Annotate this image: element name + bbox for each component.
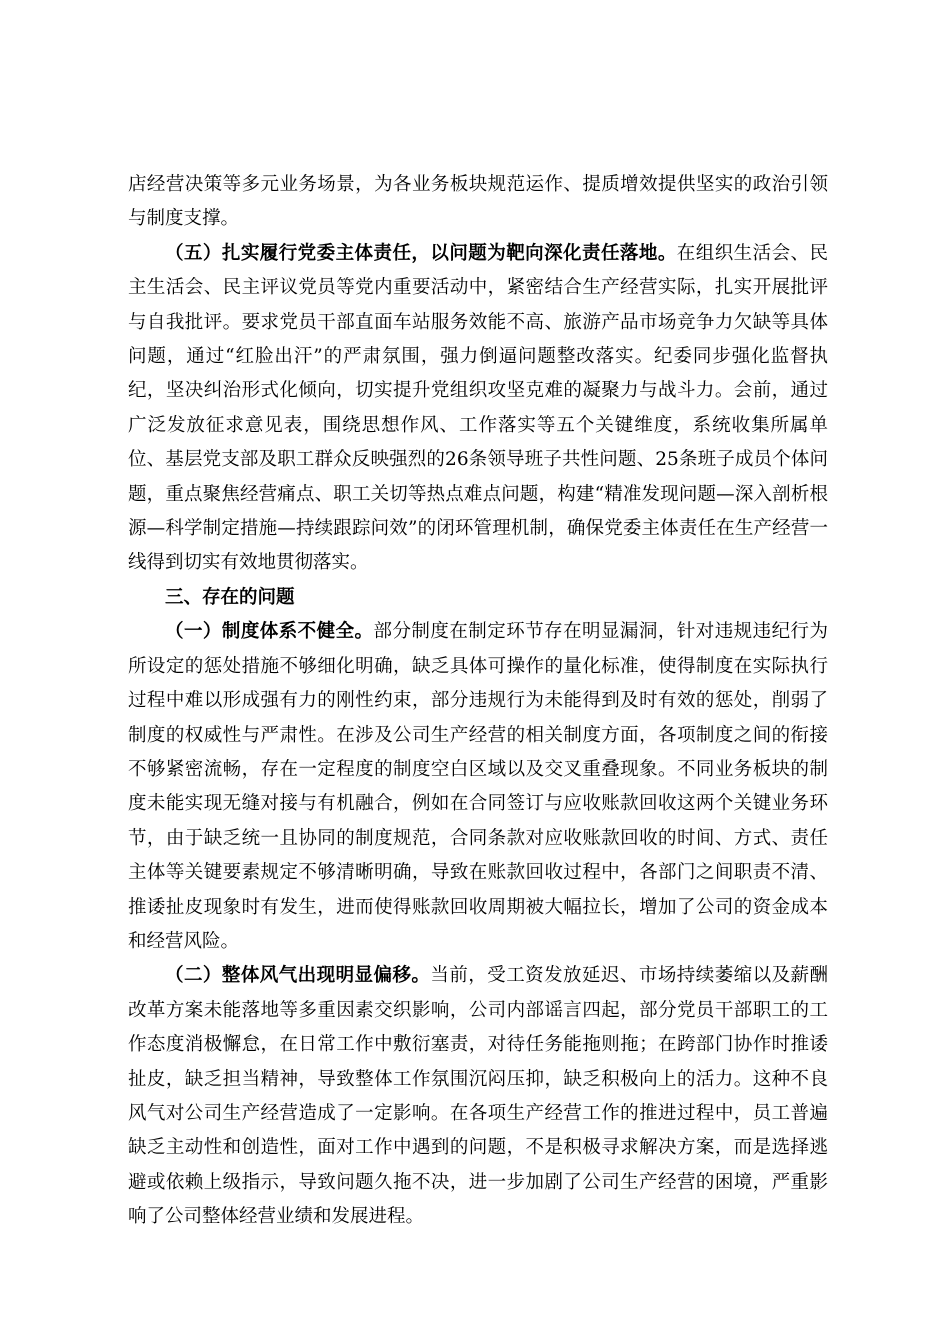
paragraph-item-two — [128, 959, 828, 1234]
paragraph-two-lead: （二）整体风气出现明显偏移。 — [165, 965, 431, 987]
paragraph-one-body: 部分制度在制定环节存在明显漏洞，针对违规违纪行为所设定的惩处措施不够细化明确，缺乏具体可操作的量化标准，使得制度在实际执行过程中难以形成强有力的刚性约束，部分违规行为未能得到及时有效的惩处，削弱了制度的权威性与严肃性。在涉及公司生产经营的相关制度方面，各项制度之间的衔接不够紧密流畅，存在一定程度的制度空白区域以及交叉重叠现象。不同业务板块的制度未能实现无缝对接与有机融合，例如在合同签订与应收账款回收这两个关键业务环节，由于缺乏统一且协同的制度规范，合同条款对应收账款回收的时间、方式、责任主体等关键要素规定不够清晰明确，导致在账款回收过程中，各部门之间职责不清、推诿扯皮现象时有发生，进而使得账款回收周期被大幅拉长，增加了公司的资金成本和经营风险。 — [128, 621, 828, 952]
paragraph-intro-continuation — [128, 168, 828, 237]
paragraph-intro-text: 店经营决策等多元业务场景，为各业务板块规范运作、提质增效提供坚实的政治引领与制度支撑。 — [128, 174, 828, 230]
paragraph-item-one — [128, 615, 828, 959]
paragraph-two-body: 当前，受工资发放延迟、市场持续萎缩以及薪酬改革方案未能落地等多重因素交织影响，公司内部谣言四起，部分党员干部职工的工作态度消极懈怠，在日常工作中敷衍塞责，对待任务能拖则拖；在跨部门协作时推诿扯皮，缺乏担当精神，导致整体工作氛围沉闷压抑，缺乏积极向上的活力。这种不良风气对公司生产经营造成了一定影响。在各项生产经营工作的推进过程中，员工普遍缺乏主动性和创造性，面对工作中遇到的问题，不是积极寻求解决方案，而是选择逃避或依赖上级指示，导致问题久拖不决，进一步加剧了公司生产经营的困境，严重影响了公司整体经营业绩和发展进程。 — [128, 965, 828, 1228]
paragraph-five-lead: （五）扎实履行党委主体责任，以问题为靶向深化责任落地。 — [165, 242, 677, 264]
paragraph-one-lead: （一）制度体系不健全。 — [165, 621, 374, 643]
section-three-heading: 三、存在的问题 — [165, 586, 295, 608]
paragraph-five-body: 在组织生活会、民主生活会、民主评议党员等党内重要活动中，紧密结合生产经营实际，扎实开展批评与自我批评。要求党员干部直面车站服务效能不高、旅游产品市场竞争力欠缺等具体问题，通过“红脸出汗”的严肃氛围，强力倒逼问题整改落实。纪委同步强化监督执纪，坚决纠治形式化倾向，切实提升党组织攻坚克难的凝聚力与战斗力。会前，通过广泛发放征求意见表，围绕思想作风、工作落实等五个关键维度，系统收集所属单位、基层党支部及职工群众反映强烈的26条领导班子共性问题、25条班子成员个体问题，重点聚焦经营痛点、职工关切等热点难点问题，构建“精准发现问题—深入剖析根源—科学制定措施—持续跟踪问效”的闭环管理机制，确保党委主体责任在生产经营一线得到切实有效地贯彻落实。 — [128, 242, 828, 574]
paragraph-section-five — [128, 237, 828, 581]
document-page — [128, 168, 828, 1235]
